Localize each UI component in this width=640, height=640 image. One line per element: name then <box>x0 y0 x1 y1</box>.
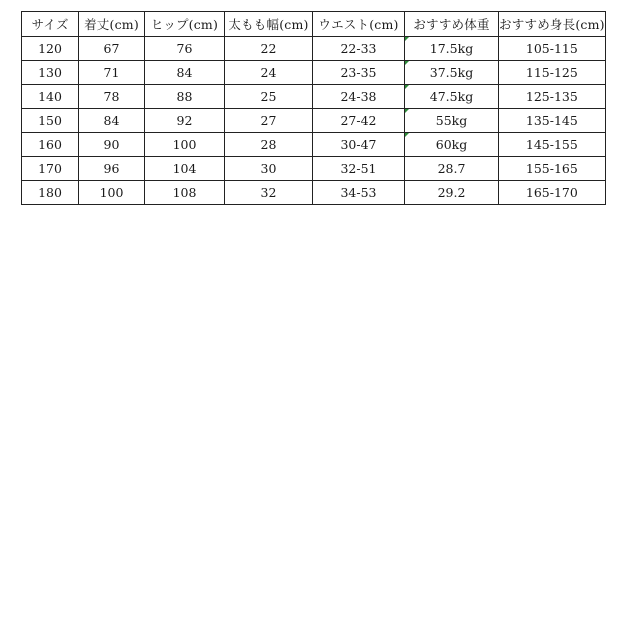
table-row <box>22 85 606 109</box>
cell-size: 140 <box>22 85 79 109</box>
cell-length: 67 <box>79 37 145 61</box>
header-recommended-weight: おすすめ体重 <box>405 12 499 37</box>
cell-thigh-width: 32 <box>225 181 313 205</box>
cell-recommended-height: 125-135 <box>499 85 606 109</box>
header-size: サイズ <box>22 12 79 37</box>
cell-hip: 100 <box>145 133 225 157</box>
cell-thigh-width: 28 <box>225 133 313 157</box>
table-row <box>22 157 606 181</box>
table-row <box>22 37 606 61</box>
cell-thigh-width: 27 <box>225 109 313 133</box>
cell-size: 120 <box>22 37 79 61</box>
cell-recommended-weight: 17.5kg <box>405 37 499 61</box>
cell-waist: 30-47 <box>313 133 405 157</box>
cell-recommended-weight: 29.2 <box>405 181 499 205</box>
cell-thigh-width: 30 <box>225 157 313 181</box>
cell-thigh-width: 25 <box>225 85 313 109</box>
table-row <box>22 133 606 157</box>
cell-size: 160 <box>22 133 79 157</box>
cell-waist: 32-51 <box>313 157 405 181</box>
cell-size: 180 <box>22 181 79 205</box>
cell-hip: 92 <box>145 109 225 133</box>
cell-recommended-height: 105-115 <box>499 37 606 61</box>
cell-hip: 104 <box>145 157 225 181</box>
cell-length: 78 <box>79 85 145 109</box>
table-row <box>22 181 606 205</box>
header-recommended-height: おすすめ身長(cm) <box>499 12 606 37</box>
cell-hip: 84 <box>145 61 225 85</box>
cell-recommended-height: 165-170 <box>499 181 606 205</box>
cell-hip: 88 <box>145 85 225 109</box>
cell-recommended-height: 145-155 <box>499 133 606 157</box>
cell-size: 170 <box>22 157 79 181</box>
cell-waist: 24-38 <box>313 85 405 109</box>
cell-length: 84 <box>79 109 145 133</box>
cell-waist: 22-33 <box>313 37 405 61</box>
header-thigh-width: 太もも幅(cm) <box>225 12 313 37</box>
table-row <box>22 109 606 133</box>
cell-hip: 108 <box>145 181 225 205</box>
cell-recommended-weight: 28.7 <box>405 157 499 181</box>
cell-recommended-weight: 47.5kg <box>405 85 499 109</box>
cell-length: 90 <box>79 133 145 157</box>
cell-size: 130 <box>22 61 79 85</box>
cell-recommended-weight: 55kg <box>405 109 499 133</box>
header-waist: ウエスト(cm) <box>313 12 405 37</box>
header-length: 着丈(cm) <box>79 12 145 37</box>
size-chart-table <box>21 11 606 205</box>
cell-length: 96 <box>79 157 145 181</box>
cell-thigh-width: 22 <box>225 37 313 61</box>
cell-waist: 27-42 <box>313 109 405 133</box>
cell-thigh-width: 24 <box>225 61 313 85</box>
header-hip: ヒップ(cm) <box>145 12 225 37</box>
cell-hip: 76 <box>145 37 225 61</box>
cell-waist: 34-53 <box>313 181 405 205</box>
cell-recommended-height: 115-125 <box>499 61 606 85</box>
cell-recommended-height: 135-145 <box>499 109 606 133</box>
table-row <box>22 61 606 85</box>
cell-waist: 23-35 <box>313 61 405 85</box>
cell-recommended-weight: 60kg <box>405 133 499 157</box>
cell-length: 71 <box>79 61 145 85</box>
cell-size: 150 <box>22 109 79 133</box>
cell-length: 100 <box>79 181 145 205</box>
table-header-row <box>22 12 606 37</box>
cell-recommended-weight: 37.5kg <box>405 61 499 85</box>
cell-recommended-height: 155-165 <box>499 157 606 181</box>
